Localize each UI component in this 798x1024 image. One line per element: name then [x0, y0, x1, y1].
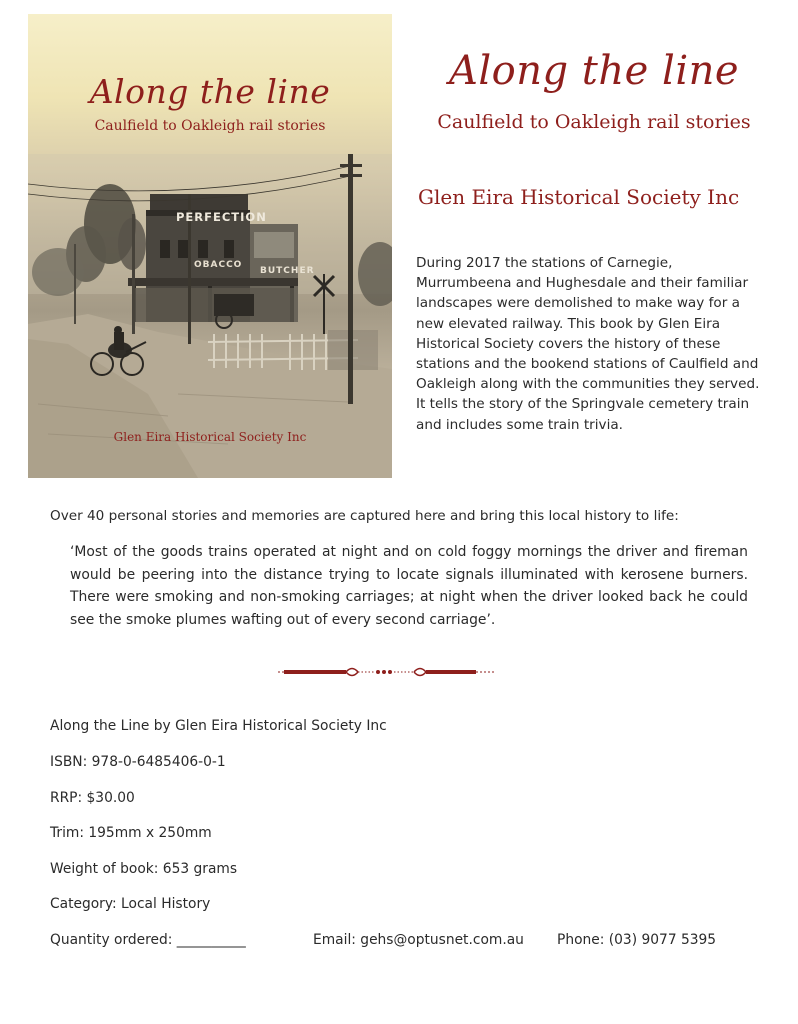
ornamental-divider: [278, 664, 518, 680]
cover-subtitle: Caulfield to Oakleigh rail stories: [94, 118, 326, 134]
cover-publisher: Glen Eira Historical Society Inc: [113, 430, 307, 444]
book-cover: [28, 14, 392, 478]
cover-shop-sign-tobacco: OBACCO: [194, 260, 243, 270]
contact-email: Email: gehs@optusnet.com.au: [313, 932, 524, 948]
publisher-name: Glen Eira Historical Society Inc: [418, 185, 740, 209]
cover-title: Along the line: [89, 72, 331, 111]
intro-text: Over 40 personal stories and memories are captured here and bring this local history to life:: [50, 508, 679, 524]
page-title: Along the line: [448, 48, 740, 94]
details-isbn: ISBN: 978-0-6485406-0-1: [50, 754, 226, 770]
cover-shop-sign-perfection: PERFECTION: [176, 210, 267, 224]
quote-block: ‘Most of the goods trains operated at night and on cold foggy mornings the driver and fireman would be peering into the distance trying to locate signals illuminated with kerosene burners. There were smoking and non-smoking carriages; at night when the driver looked back he could see the smoke plumes wafting out of every second carriage’.: [70, 544, 748, 628]
details-trim: Trim: 195mm x 250mm: [50, 825, 212, 841]
details-title-line: Along the Line by Glen Eira Historical Society Inc: [50, 718, 387, 734]
cover-shop-sign-butcher: BUTCHER: [260, 266, 315, 276]
details-rrp: RRP: $30.00: [50, 790, 135, 806]
details-weight: Weight of book: 653 grams: [50, 861, 238, 877]
quantity-ordered-field[interactable]: Quantity ordered: __________: [50, 932, 246, 948]
book-description: During 2017 the stations of Carnegie, Murrumbeena and Hughesdale and their familiar landscapes were demolished to make way for a new elevated railway. This book by Glen Eira Historical Society covers the history of these stations and the bookend stations of Caulfield and Oakleigh along with the communities they served. It tells the story of the Springvale cemetery train and includes some train trivia.: [416, 255, 760, 433]
contact-phone: Phone: (03) 9077 5395: [557, 932, 717, 948]
page-subtitle: Caulfield to Oakleigh rail stories: [437, 111, 751, 133]
details-category: Category: Local History: [50, 896, 211, 912]
